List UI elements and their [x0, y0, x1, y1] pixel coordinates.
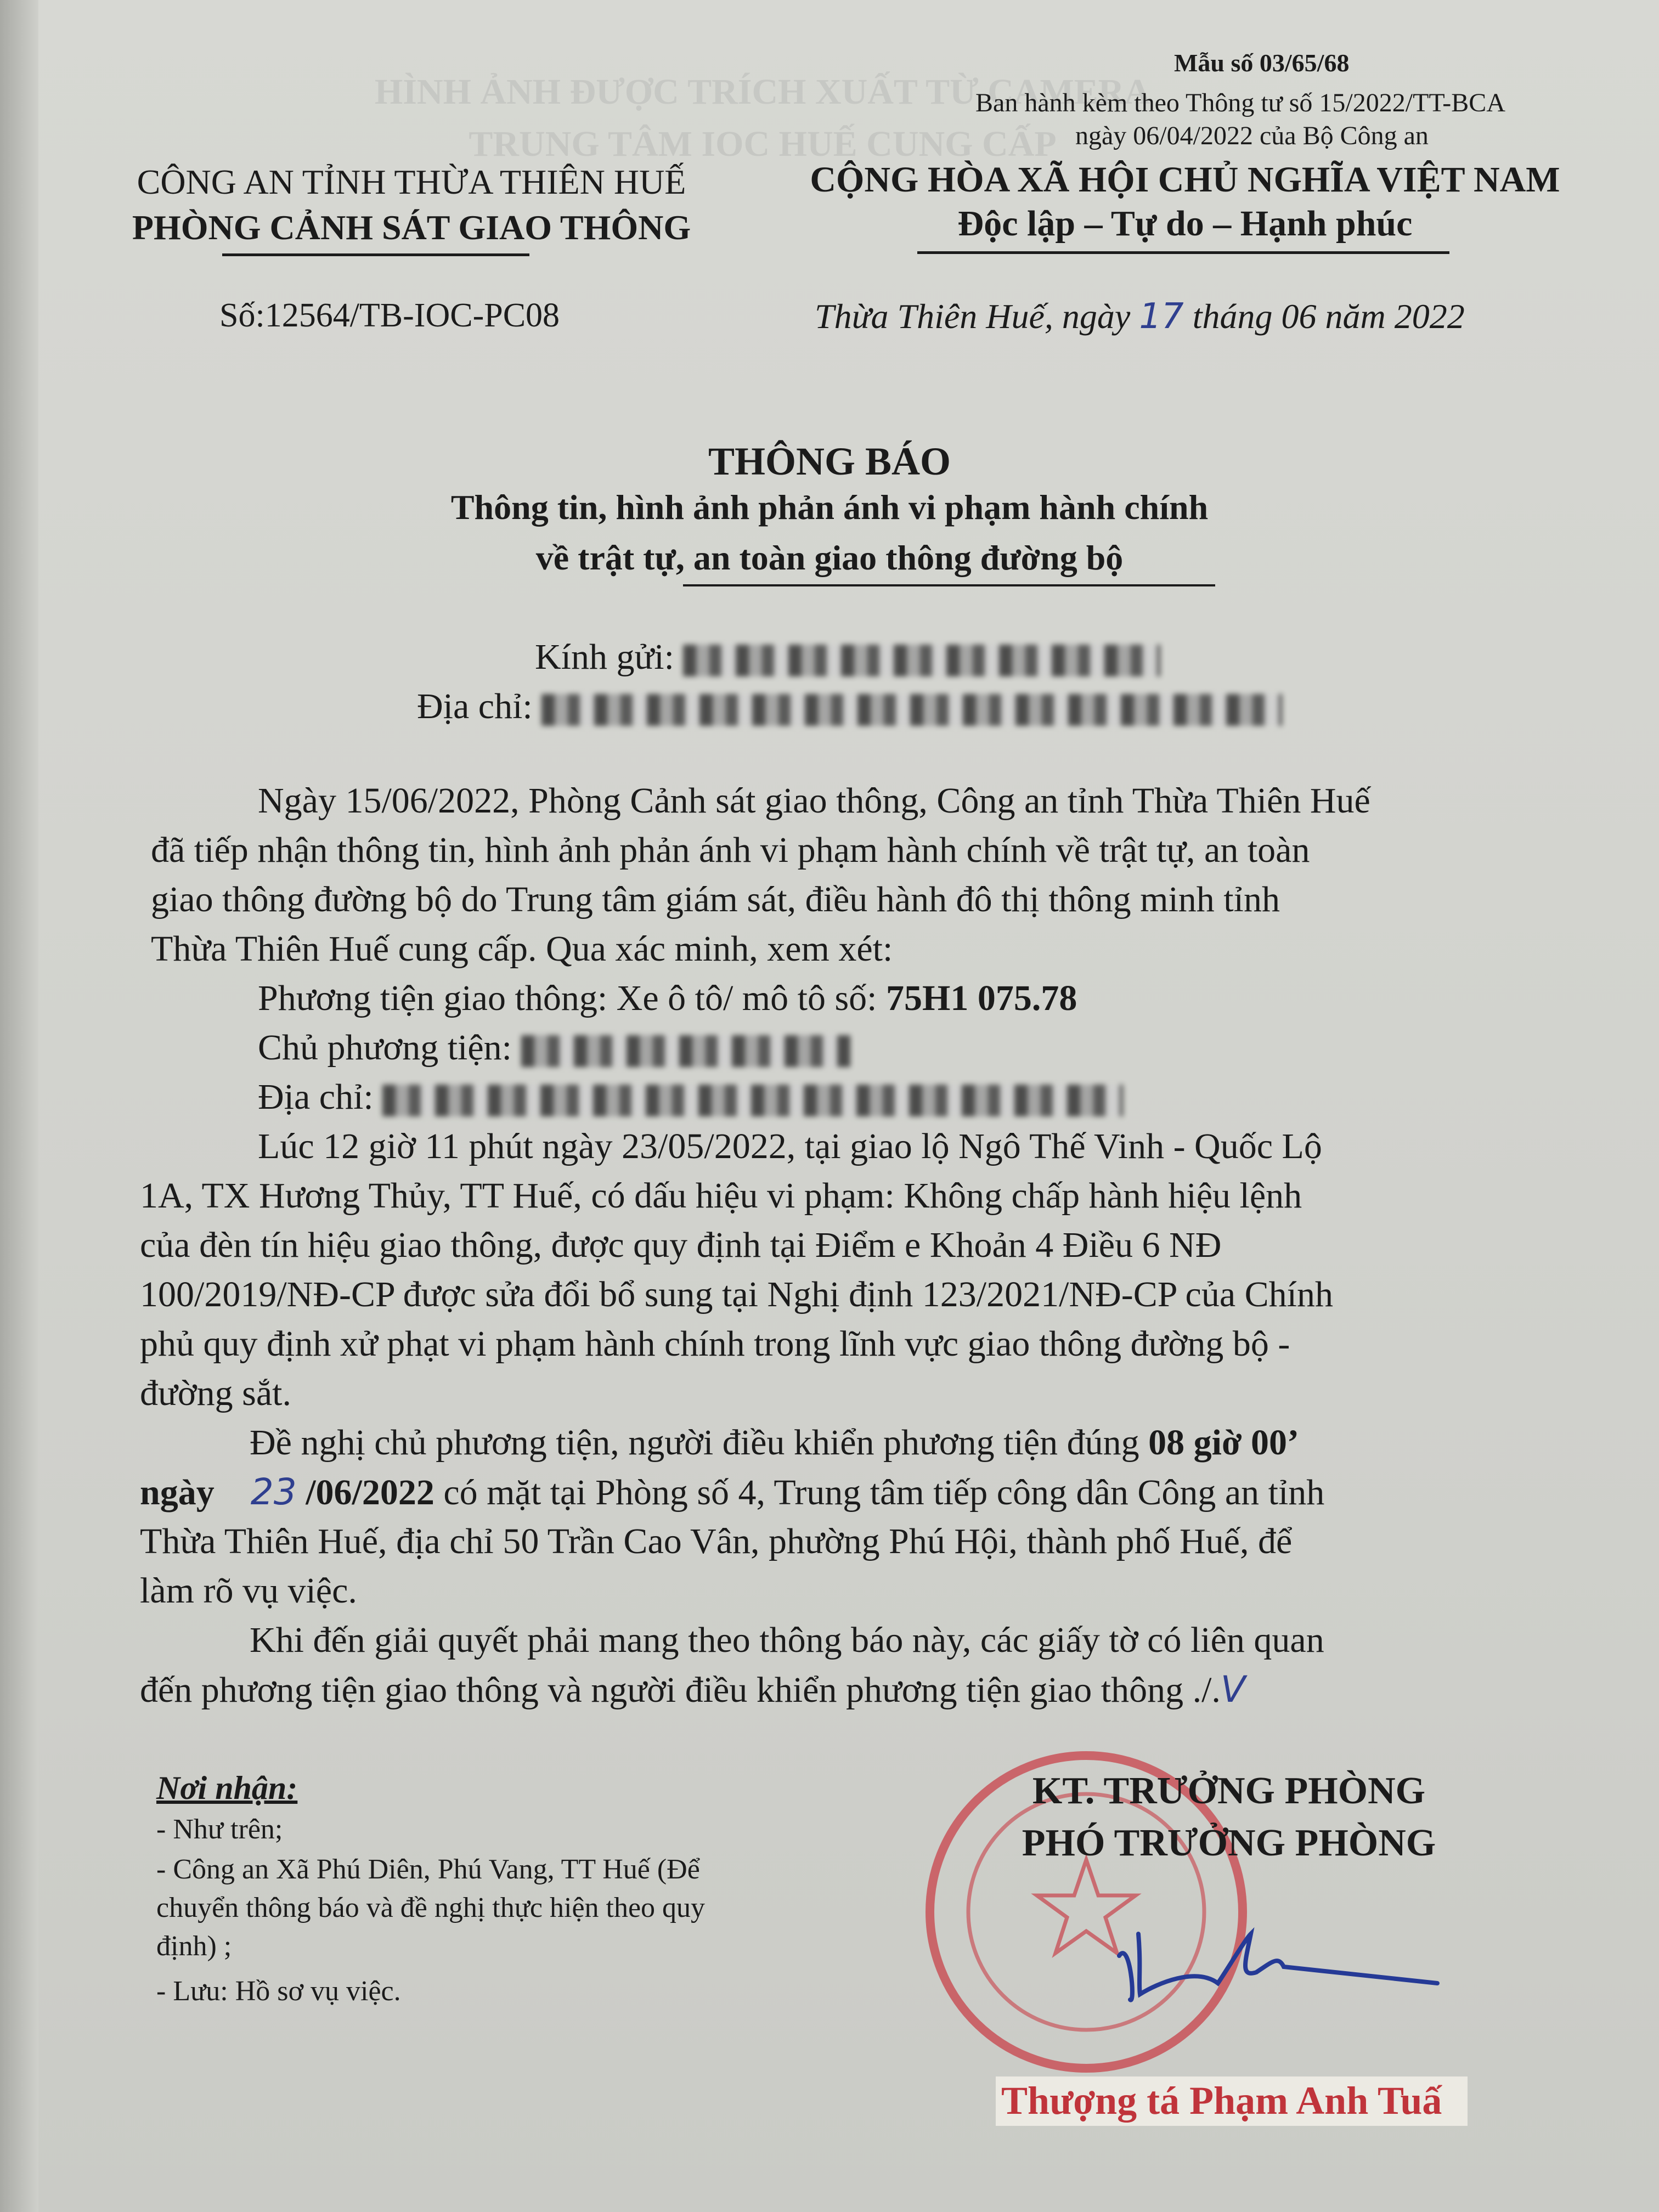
- body-p4-l2: đến phương tiện giao thông và người điều khiển phương tiện giao thông ./.V: [140, 1668, 1246, 1711]
- redacted-owner: [521, 1035, 850, 1067]
- motto-underline: [917, 251, 1449, 254]
- recipients-item-2: - Công an Xã Phú Diên, Phú Vang, TT Huế (Để: [156, 1854, 700, 1885]
- agency-underline: [222, 253, 529, 256]
- body-p2-l1: Lúc 12 giờ 11 phút ngày 23/05/2022, tại giao lộ Ngô Thế Vinh - Quốc Lộ: [258, 1126, 1322, 1166]
- watermark-line1: HÌNH ẢNH ĐƯỢC TRÍCH XUẤT TỪ CAMERA: [374, 72, 1151, 112]
- recipient-address-line: Địa chỉ:: [417, 686, 1282, 727]
- signer-title-1: KT. TRƯỞNG PHÒNG: [1032, 1770, 1426, 1812]
- body-p1-l2: đã tiếp nhận thông tin, hình ảnh phản ánh vi phạm hành chính về trật tự, an toàn: [151, 830, 1310, 870]
- body-p3-l3: Thừa Thiên Huế, địa chỉ 50 Trần Cao Vân, phường Phú Hội, thành phố Huế, để: [140, 1521, 1293, 1561]
- document-date: Thừa Thiên Huế, ngày 17 tháng 06 năm 2022: [815, 296, 1465, 337]
- body-p2-l5: phủ quy định xử phạt vi phạm hành chính trong lĩnh vực giao thông đường bộ -: [140, 1324, 1290, 1364]
- body-p4-l1: Khi đến giải quyết phải mang theo thông báo này, các giấy tờ có liên quan: [250, 1620, 1324, 1660]
- owner-address-line: Địa chỉ:: [258, 1073, 1123, 1122]
- handwritten-date-day: 23: [250, 1471, 297, 1513]
- body-p1-l3: giao thông đường bộ do Trung tâm giám sát, điều hành đô thị thông minh tỉnh: [151, 879, 1280, 919]
- nation-motto: Độc lập – Tự do – Hạnh phúc: [957, 204, 1413, 244]
- recipient-line: Kính gửi:: [535, 636, 1160, 678]
- body-p3-l2: ngày 23 /06/2022 có mặt tại Phòng số 4, Trung tâm tiếp công dân Công an tỉnh: [140, 1471, 1325, 1513]
- recipients-item-3: chuyển thông báo và đề nghị thực hiện theo quy: [156, 1892, 706, 1923]
- body-p1-l1: Ngày 15/06/2022, Phòng Cảnh sát giao thông, Công an tỉnh Thừa Thiên Huế: [258, 781, 1370, 821]
- watermark-line2: TRUNG TÂM IOC HUẾ CUNG CẤP: [469, 124, 1057, 164]
- signer-title-2: PHÓ TRƯỞNG PHÒNG: [1022, 1822, 1436, 1864]
- handwritten-initial: V: [1220, 1668, 1246, 1711]
- body-p3-l4: làm rõ vụ việc.: [140, 1571, 357, 1611]
- agency-parent: CÔNG AN TỈNH THỪA THIÊN HUẾ: [137, 162, 686, 201]
- redacted-owner-address: [382, 1085, 1123, 1116]
- form-issued-line2: ngày 06/04/2022 của Bộ Công an: [1075, 121, 1429, 150]
- handwritten-day: 17: [1139, 296, 1184, 337]
- body-p2-l2: 1A, TX Hương Thủy, TT Huế, có dấu hiệu vi phạm: Không chấp hành hiệu lệnh: [140, 1176, 1302, 1216]
- recipients-item-5: - Lưu: Hồ sơ vụ việc.: [156, 1976, 401, 2007]
- body-p3-l1: Đề nghị chủ phương tiện, người điều khiển phương tiện đúng 08 giờ 00’: [250, 1423, 1300, 1463]
- signer-name: Thượng tá Phạm Anh Tuấ: [1001, 2079, 1442, 2123]
- recipients-item-4: định) ;: [156, 1931, 232, 1962]
- form-number: Mẫu số 03/65/68: [1174, 49, 1350, 77]
- body-p2-l4: 100/2019/NĐ-CP được sửa đổi bổ sung tại Nghị định 123/2021/NĐ-CP của Chính: [140, 1274, 1334, 1314]
- owner-line: Chủ phương tiện:: [258, 1023, 850, 1073]
- body-p2-l3: của đèn tín hiệu giao thông, được quy định tại Điểm e Khoản 4 Điều 6 NĐ: [140, 1225, 1222, 1265]
- signature: [1108, 1917, 1459, 2027]
- document-number: Số:12564/TB-IOC-PC08: [219, 297, 560, 334]
- form-issued-line1: Ban hành kèm theo Thông tư số 15/2022/TT-BCA: [975, 88, 1505, 117]
- agency-name: PHÒNG CẢNH SÁT GIAO THÔNG: [132, 208, 691, 247]
- notice-subtitle-line1: Thông tin, hình ảnh phản ánh vi phạm hành chính: [450, 488, 1209, 527]
- page-shadow: [0, 0, 38, 2212]
- notice-subtitle-line2: về trật tự, an toàn giao thông đường bộ: [535, 538, 1124, 577]
- redacted-recipient: [683, 645, 1160, 676]
- redacted-recipient-address: [541, 694, 1282, 726]
- body-p2-l6: đường sắt.: [140, 1373, 291, 1413]
- plate-number: 75H1 075.78: [885, 978, 1077, 1018]
- notice-title: THÔNG BÁO: [708, 439, 951, 483]
- recipients-item-1: - Như trên;: [156, 1814, 283, 1845]
- recipients-heading: Nơi nhận:: [156, 1770, 298, 1806]
- vehicle-line: Phương tiện giao thông: Xe ô tô/ mô tô số: 75H1 075.78: [258, 978, 1077, 1018]
- watermark: [351, 66, 1174, 170]
- body-p1-l4: Thừa Thiên Huế cung cấp. Qua xác minh, xem xét:: [151, 929, 893, 969]
- nation-title: CỘNG HÒA XÃ HỘI CHỦ NGHĨA VIỆT NAM: [810, 160, 1560, 200]
- subtitle-underline: [683, 584, 1215, 586]
